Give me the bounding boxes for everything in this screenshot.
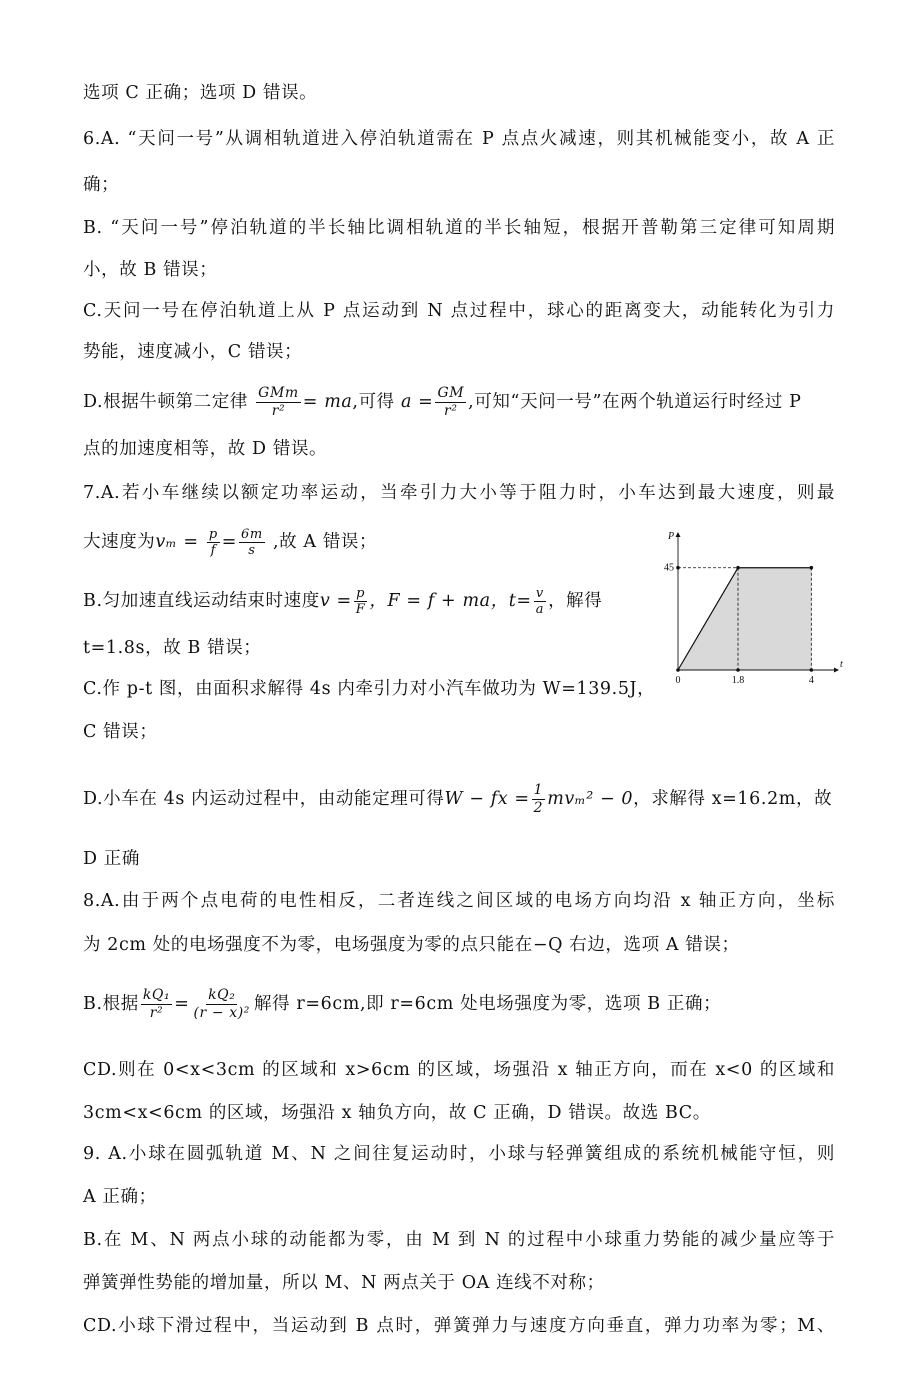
y-axis-arrow-icon — [676, 532, 681, 537]
text-line: 7.A.若小车继续以额定功率运动，当牵引力大小等于阻力时，小车达到最大速度，则最 — [83, 483, 835, 503]
text-line: CD.则在 0<x<3cm 的区域和 x>6cm 的区域，场强沿 x 轴正方向，而在 x<0 的区域和 — [83, 1060, 835, 1080]
x-tick-label: 1.8 — [731, 675, 745, 686]
text-line: 小，故 B 错误； — [83, 260, 218, 280]
formula-line: B.匀加速直线运动结束时速度v = $\frac{p}{F}$ ，F = f + ma，t= $\frac{v}{a}$ ，解得 — [83, 586, 603, 617]
x-tick-label: 4 — [808, 675, 814, 686]
formula-acceleration: $\frac{GM}{\text{r²}}$ — [437, 385, 465, 419]
text-line: C.天问一号在停泊轨道上从 P 点运动到 N 点过程中，球心的距离变大，动能转化为引力 — [83, 301, 835, 321]
y-axis-label: P — [668, 531, 675, 542]
formula-vmax: $\frac{p}{f}$ — [208, 527, 218, 558]
formula-line: 大速度为vₘ = $\frac{p}{f}$ = $\frac{6m}{s}$ ,故 A 错误； — [83, 527, 378, 558]
formula-gravity: $\frac{\text{GMm}}{\text{r²}}$ — [258, 385, 299, 419]
text-line: t=1.8s，故 B 错误； — [83, 638, 262, 658]
formula-velocity: $\frac{p}{F}$ — [355, 586, 366, 617]
text-line: 6.A. “天问一号”从调相轨道进入停泊轨道需在 P 点点火减速，则其机械能变小，故 A 正 — [83, 129, 835, 149]
formula-line: B.根据 $\frac{\text{kQ₁}}{\text{r²}}$ = $\frac{\text{kQ₂}}{\text{(r − x)²}}$ 解得 r=6cm,即 r=6cm 处电场强度为零，选项 B 正确； — [83, 987, 722, 1021]
text-line: A 正确； — [83, 1187, 157, 1207]
p-t-chart — [660, 531, 843, 692]
area-fill — [678, 568, 811, 670]
text-line: 点的加速度相等，故 D 错误。 — [83, 439, 328, 459]
text-line: 选项 C 正确；选项 D 错误。 — [83, 83, 318, 103]
text-line: D 正确 — [83, 849, 140, 869]
data-point — [736, 566, 740, 570]
text-line: 弹簧弹性势能的增加量，所以 M、N 两点关于 OA 连线不对称； — [83, 1273, 605, 1293]
text-line: B.在 M、N 两点小球的动能都为零，由 M 到 N 的过程中小球重力势能的减少量应等于 — [83, 1230, 835, 1250]
text-line: C.作 p-t 图，由面积求解得 4s 内牵引力对小汽车做功为 W=139.5J， — [83, 679, 656, 699]
text-line: B. “天问一号”停泊轨道的半长轴比调相轨道的半长轴短，根据开普勒第三定律可知周期 — [83, 218, 835, 238]
formula-line: D.小车在 4s 内运动过程中，由动能定理可得W − fx = $\frac{1}{2}$ mvₘ² − 0，求解得 x=16.2m，故 — [83, 782, 833, 816]
x-tick-label: 0 — [675, 675, 681, 686]
x-axis-arrow-icon — [834, 668, 839, 673]
data-point — [810, 566, 814, 570]
text-line: 8.A.由于两个点电荷的电性相反，二者连线之间区域的电场方向均沿 x 轴正方向，坐标 — [83, 891, 835, 911]
x-axis-label: t — [840, 659, 843, 670]
formula-field-balance: $\frac{\text{kQ₁}}{\text{r²}}$ — [142, 987, 171, 1021]
y-tick-label: 45 — [664, 562, 674, 574]
formula-work-energy: $\frac{1}{2}$ — [533, 782, 544, 816]
text-line: 确； — [83, 175, 120, 195]
text-line: 为 2cm 处的电场强度不为零，电场强度为零的点只能在−Q 右边，选项 A 错误； — [83, 935, 740, 955]
text-line: 9. A.小球在圆弧轨道 M、N 之间往复运动时，小球与轻弹簧组成的系统机械能守恒，则 — [83, 1144, 835, 1164]
text-line: 势能，速度减小，C 错误； — [83, 342, 303, 362]
text-line: 3cm<x<6cm 的区域，场强沿 x 轴负方向，故 C 正确，D 错误。故选 BC。 — [83, 1103, 711, 1123]
formula-line: D.根据牛顿第二定律 $\frac{\text{GMm}}{\text{r²}}$ = ma,可得 a = $\frac{GM}{\text{r²}}$ ,可知“天问一号”在两个轨道运行时经过 P — [83, 385, 802, 419]
text-line: C 错误； — [83, 722, 158, 742]
text-line: CD.小球下滑过程中，当运动到 B 点时，弹簧弹力与速度方向垂直，弹力功率为零；M、 — [83, 1316, 835, 1336]
